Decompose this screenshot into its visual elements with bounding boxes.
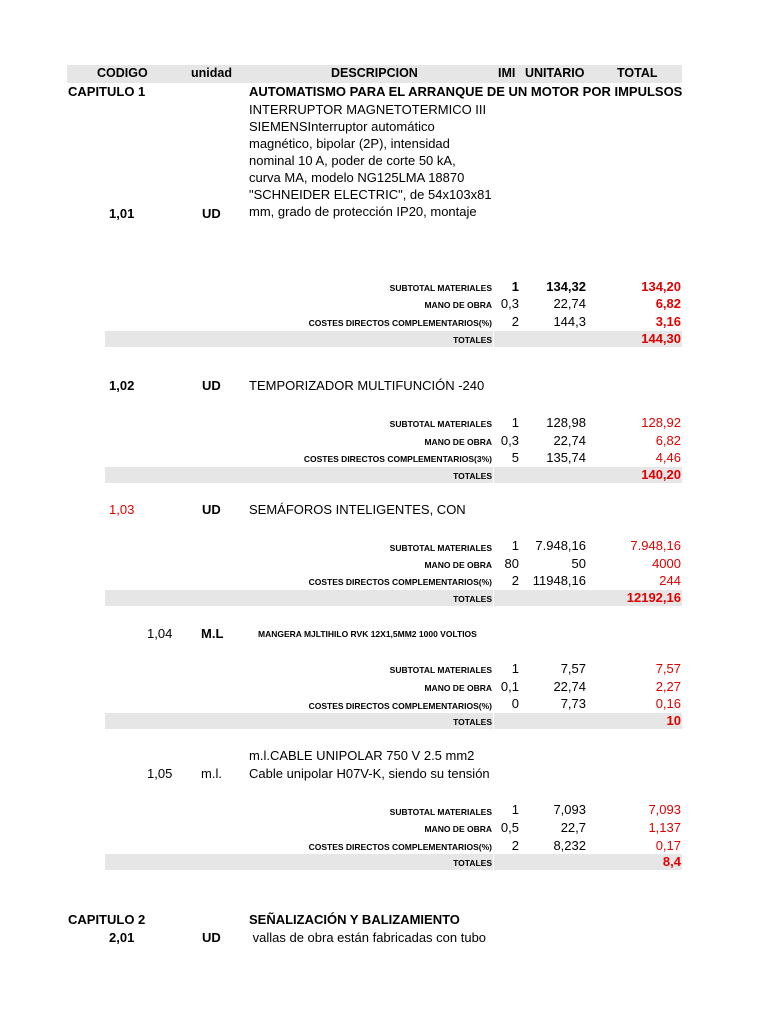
cost-label: MANO DE OBRA xyxy=(424,683,492,693)
totales-label: TOTALES xyxy=(453,594,492,604)
cost-total: 7.948,16 xyxy=(630,538,681,553)
totales-label: TOTALES xyxy=(453,471,492,481)
cost-imi: 1 xyxy=(511,415,519,430)
cost-unitario: 7.948,16 xyxy=(535,538,586,553)
item-101-unit: UD xyxy=(202,206,221,221)
item-102-description: TEMPORIZADOR MULTIFUNCIÓN -240 xyxy=(249,378,485,393)
item-201-code: 2,01 xyxy=(109,930,135,945)
cost-label: SUBTOTAL MATERIALES xyxy=(389,665,492,675)
item-103-unit: UD xyxy=(202,502,221,517)
desc-line: magnético, bipolar (2P), intensidad xyxy=(249,136,450,151)
cost-total: 128,92 xyxy=(641,415,681,430)
cost-unitario: 22,74 xyxy=(553,296,586,311)
cost-label: MANO DE OBRA xyxy=(424,437,492,447)
item-104-description: MANGERA MJLTIHILO RVK 12X1,5MM2 1000 VOLTIOS xyxy=(258,629,477,639)
cost-unitario: 7,73 xyxy=(560,696,586,711)
item-101-code: 1,01 xyxy=(109,206,135,221)
cost-imi: 0,5 xyxy=(500,820,519,835)
cost-unitario: 144,3 xyxy=(553,314,586,329)
item-105-description-line2: Cable unipolar H07V-K, siendo su tensión xyxy=(249,766,490,781)
item-105-unit: m.l. xyxy=(201,766,222,781)
cost-unitario: 22,7 xyxy=(560,820,586,835)
totales-band xyxy=(105,331,682,347)
chapter-2-title: SEÑALIZACIÓN Y BALIZAMIENTO xyxy=(249,912,460,927)
totales-label: TOTALES xyxy=(453,717,492,727)
item-102-unit: UD xyxy=(202,378,221,393)
cost-imi: 80 xyxy=(504,556,519,571)
item-201-description: vallas de obra están fabricadas con tubo xyxy=(249,930,487,945)
cell-divider xyxy=(493,467,494,483)
item-101-description xyxy=(249,101,492,220)
totales-band xyxy=(105,467,682,483)
item-103-code: 1,03 xyxy=(109,502,135,517)
cost-total: 2,27 xyxy=(655,679,681,694)
cost-total: 6,82 xyxy=(655,433,681,448)
cost-imi: 0,1 xyxy=(500,679,519,694)
cost-imi: 1 xyxy=(511,661,519,676)
cost-total: 4000 xyxy=(652,556,681,571)
chapter-1-label: CAPITULO 1 xyxy=(68,84,146,99)
cost-label: MANO DE OBRA xyxy=(424,300,492,310)
cost-imi: 2 xyxy=(511,573,519,588)
cost-unitario: 50 xyxy=(571,556,586,571)
cost-label: SUBTOTAL MATERIALES xyxy=(389,283,492,293)
cost-unitario: 22,74 xyxy=(553,433,586,448)
desc-line: curva MA, modelo NG125LMA 18870 xyxy=(249,170,465,185)
totales-label: TOTALES xyxy=(453,335,492,345)
totales-value: 140,20 xyxy=(641,467,681,482)
cost-unitario: 134,32 xyxy=(546,279,586,294)
cost-total: 0,17 xyxy=(655,838,681,853)
chapter-1-title: AUTOMATISMO PARA EL ARRANQUE DE UN MOTOR POR IMPULSOS xyxy=(249,84,683,99)
cost-unitario: 11948,16 xyxy=(532,573,586,588)
cost-total: 244 xyxy=(659,573,681,588)
item-105-description-line1: m.l.CABLE UNIPOLAR 750 V 2.5 mm2 xyxy=(249,748,475,763)
cost-imi: 5 xyxy=(511,450,519,465)
cost-imi: 1 xyxy=(511,538,519,553)
cost-total: 4,46 xyxy=(655,450,681,465)
cost-label: SUBTOTAL MATERIALES xyxy=(389,543,492,553)
item-104-unit: M.L xyxy=(201,626,224,641)
header-unitario: UNITARIO xyxy=(525,66,585,80)
desc-line: "SCHNEIDER ELECTRIC", de 54x103x81 xyxy=(249,187,492,202)
totales-value: 10 xyxy=(666,713,681,728)
cost-total: 3,16 xyxy=(655,314,681,329)
cost-label: COSTES DIRECTOS COMPLEMENTARIOS(%) xyxy=(308,577,492,587)
header-descripcion: DESCRIPCION xyxy=(331,66,418,80)
header-imi: IMI xyxy=(498,66,516,80)
header-total: TOTAL xyxy=(617,66,658,80)
cost-imi: 1 xyxy=(511,279,519,294)
totales-band xyxy=(105,854,682,870)
cell-divider xyxy=(493,331,494,347)
cost-label: COSTES DIRECTOS COMPLEMENTARIOS(%) xyxy=(308,701,492,711)
cost-label: SUBTOTAL MATERIALES xyxy=(389,419,492,429)
chapter-2-label: CAPITULO 2 xyxy=(68,912,146,927)
cost-label: COSTES DIRECTOS COMPLEMENTARIOS(%) xyxy=(308,318,492,328)
cost-total: 0,16 xyxy=(655,696,681,711)
cost-label: COSTES DIRECTOS COMPLEMENTARIOS(%) xyxy=(308,842,492,852)
cost-imi: 2 xyxy=(511,314,519,329)
header-codigo: CODIGO xyxy=(97,66,148,80)
totales-label: TOTALES xyxy=(453,858,492,868)
cost-imi: 0,3 xyxy=(500,433,519,448)
cost-total: 7,57 xyxy=(655,661,681,676)
totales-band xyxy=(105,713,682,729)
cost-label: MANO DE OBRA xyxy=(424,824,492,834)
desc-line: nominal 10 A, poder de corte 50 kA, xyxy=(249,153,456,168)
totales-value: 8,4 xyxy=(662,854,681,869)
cost-total: 1,137 xyxy=(648,820,681,835)
cost-imi: 0 xyxy=(511,696,519,711)
desc-line: INTERRUPTOR MAGNETOTERMICO III xyxy=(249,102,487,117)
cost-imi: 2 xyxy=(511,838,519,853)
item-201-unit: UD xyxy=(202,930,221,945)
cost-unitario: 128,98 xyxy=(546,415,586,430)
totales-value: 12192,16 xyxy=(626,590,681,605)
cost-imi: 1 xyxy=(511,802,519,817)
header-unidad: unidad xyxy=(191,66,232,80)
item-102-code: 1,02 xyxy=(109,378,135,393)
cost-total: 134,20 xyxy=(641,279,681,294)
cost-total: 7,093 xyxy=(648,802,681,817)
cell-divider xyxy=(493,713,494,729)
cost-unitario: 7,57 xyxy=(560,661,586,676)
cost-unitario: 8,232 xyxy=(553,838,586,853)
cost-unitario: 22,74 xyxy=(553,679,586,694)
item-103-description: SEMÁFOROS INTELIGENTES, CON xyxy=(249,502,466,517)
cell-divider xyxy=(493,590,494,606)
cost-label: MANO DE OBRA xyxy=(424,560,492,570)
cost-total: 6,82 xyxy=(655,296,681,311)
cost-unitario: 7,093 xyxy=(553,802,586,817)
cost-label: COSTES DIRECTOS COMPLEMENTARIOS(3%) xyxy=(303,454,492,464)
item-104-code: 1,04 xyxy=(147,626,173,641)
totales-value: 144,30 xyxy=(641,331,681,346)
desc-line: mm, grado de protección IP20, montaje xyxy=(249,204,477,219)
item-105-code: 1,05 xyxy=(147,766,173,781)
desc-line: SIEMENSInterruptor automático xyxy=(249,119,435,134)
cost-label: SUBTOTAL MATERIALES xyxy=(389,807,492,817)
cell-divider xyxy=(493,854,494,870)
cost-imi: 0,3 xyxy=(500,296,519,311)
cost-unitario: 135,74 xyxy=(546,450,586,465)
totales-band xyxy=(105,590,682,606)
